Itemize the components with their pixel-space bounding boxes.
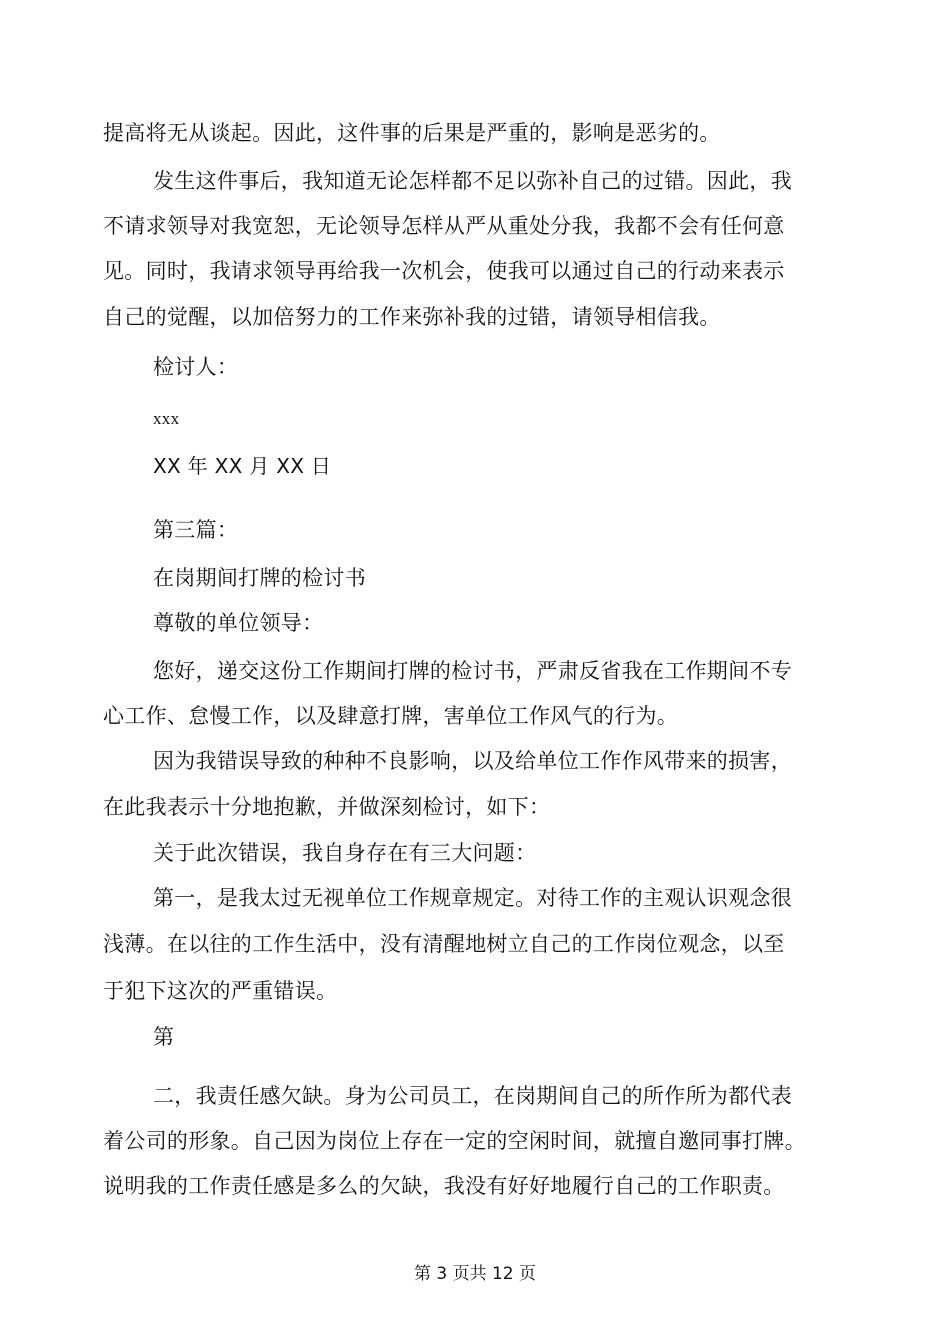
signature-date: XX 年 XX 月 XX 日	[153, 454, 332, 478]
text-line: 见。同时，我请求领导再给我一次机会，使我可以通过自己的行动来表示	[103, 259, 785, 283]
signer-label: 检讨人：	[153, 355, 239, 379]
text-line: 因为我错误导致的种种不良影响，以及给单位工作作风带来的损害，	[153, 749, 792, 773]
text-line: 着公司的形象。自己因为岗位上存在一定的空闲时间，就擅自邀同事打牌。	[103, 1129, 806, 1153]
text-line: 于犯下这次的严重错误。	[103, 979, 338, 1003]
page-number: 第 3 页共 12 页	[413, 1264, 537, 1284]
text-line: 自己的觉醒，以加倍努力的工作来弥补我的过错，请领导相信我。	[103, 305, 721, 329]
section-heading: 第三篇：	[153, 518, 239, 542]
text-line: 心工作、怠慢工作，以及肆意打牌，害单位工作风气的行为。	[103, 704, 679, 728]
text-line: 提高将无从谈起。因此，这件事的后果是严重的，影响是恶劣的。	[103, 121, 721, 145]
salutation: 尊敬的单位领导：	[153, 611, 324, 635]
text-line: 发生这件事后，我知道无论怎样都不足以弥补自己的过错。因此，我	[153, 169, 792, 193]
text-line: 您好，递交这份工作期间打牌的检讨书，严肃反省我在工作期间不专	[153, 659, 792, 683]
text-line: 说明我的工作责任感是多么的欠缺，我没有好好地履行自己的工作职责。	[103, 1174, 785, 1198]
text-line: 二，我责任感欠缺。身为公司员工，在岗期间自己的所作所为都代表	[153, 1084, 792, 1108]
signer-name: xxx	[153, 409, 180, 428]
text-line: 第一，是我太过无视单位工作规章规定。对待工作的主观认识观念很	[153, 886, 792, 910]
text-line: 不请求领导对我宽恕，无论领导怎样从严从重处分我，我都不会有任何意	[103, 214, 785, 238]
text-line: 第	[153, 1025, 175, 1049]
text-line: 在此我表示十分地抱歉，并做深刻检讨，如下：	[103, 795, 551, 819]
text-line: 关于此次错误，我自身存在有三大问题：	[153, 841, 537, 865]
letter-title: 在岗期间打牌的检讨书	[153, 566, 366, 590]
text-line: 浅薄。在以往的工作生活中，没有清醒地树立自己的工作岗位观念，以至	[103, 932, 785, 956]
